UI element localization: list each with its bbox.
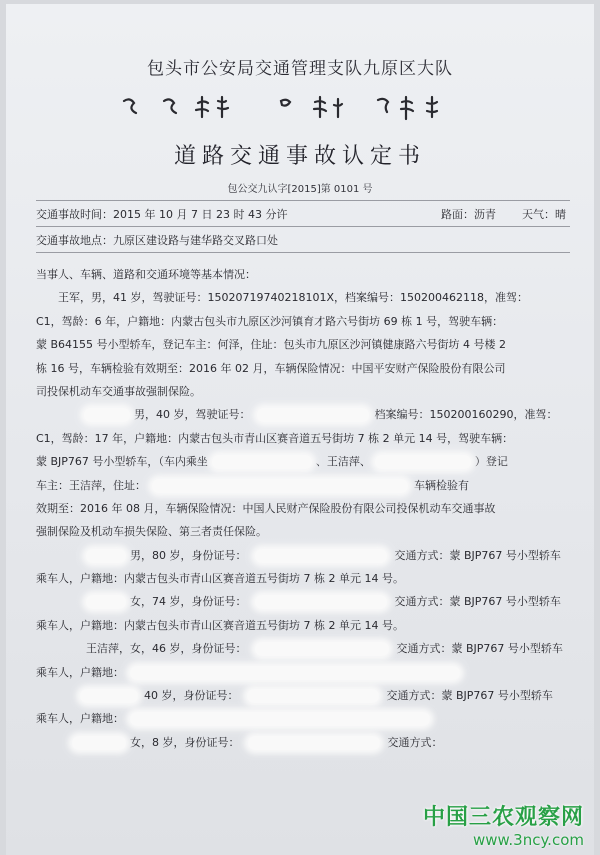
party-2-line: 强制保险及机动车损失保险、第三者责任保险。	[36, 525, 267, 539]
watermark-site-name: 中国三农观察网	[422, 805, 584, 830]
redaction	[80, 689, 138, 703]
passenger-5-line	[36, 731, 570, 754]
redaction	[257, 408, 369, 422]
party-2-line: C1，驾龄：17 年，户籍地：内蒙古包头市青山区赛音道五号街坊 7 栋 2 单元 14 号，驾驶车辆：	[36, 431, 514, 445]
accident-time: 交通事故时间：2015 年 10 月 7 日 23 时 43 分许	[36, 207, 288, 221]
document-header	[6, 54, 594, 195]
passenger-1-line	[36, 544, 570, 567]
party-2-text: 、王洁萍、	[315, 455, 371, 469]
passenger-4-text: 40 岁，身份证号：	[144, 689, 239, 703]
document-title: 道路交通事故认定书	[173, 144, 426, 169]
passenger-2-line: 乘车人，户籍地：内蒙古包头市青山区赛音道五号街坊 7 栋 2 单元 14 号。	[36, 618, 404, 632]
road-surface: 路面：沥青	[441, 207, 496, 221]
passenger-2-text: 女，74 岁，身份证号：	[130, 595, 247, 609]
passenger-4-line	[36, 707, 570, 730]
document-number: 包公交九认字[2015]第 0101 号	[227, 184, 373, 195]
passenger-2-text: 交通方式：蒙 BJP767 号小型轿车	[394, 595, 561, 609]
party-1-line: 司投保机动车交通事故强制保险。	[36, 384, 201, 398]
party-1-line: 栋 16 号，车辆检验有效期至：2016 年 02 月，车辆保险情况：中国平安财产保险股份有限公司	[36, 361, 506, 375]
passenger-4-text: 乘车人，户籍地：	[36, 712, 124, 726]
passenger-5-text: 女，8 岁，身份证号：	[130, 735, 240, 749]
redaction	[86, 549, 126, 563]
accident-place: 交通事故地点：九原区建设路与建华路交叉路口处	[36, 233, 278, 247]
redaction	[212, 455, 312, 469]
passenger-3-text: 交通方式：蒙 BJP767 号小型轿车	[396, 642, 563, 656]
mongolian-agency-name	[6, 93, 594, 121]
passenger-3-line	[36, 661, 570, 684]
watermark-url: www.3ncy.com	[472, 831, 584, 849]
passenger-3-text: 乘车人，户籍地：	[36, 665, 124, 679]
redaction	[72, 736, 126, 750]
redaction	[375, 455, 471, 469]
party-2-line	[36, 474, 570, 497]
redaction	[255, 549, 387, 563]
passenger-1-text: 交通方式：蒙 BJP767 号小型轿车	[394, 548, 561, 562]
party-2-text: 车主：王洁萍，住址：	[36, 478, 146, 492]
passenger-4-text: 交通方式：蒙 BJP767 号小型轿车	[386, 689, 553, 703]
parties-description	[36, 263, 570, 754]
mongolian-script-glyphs	[116, 93, 456, 121]
party-2-text: 车辆检验有	[414, 478, 469, 492]
party-2-text: 蒙 BJP767 号小型轿车，（车内乘坐	[36, 455, 208, 469]
redaction	[255, 642, 389, 656]
passenger-4-line	[36, 684, 570, 707]
accident-info-table	[36, 200, 570, 253]
passenger-3-line	[36, 637, 570, 660]
weather: 天气：晴	[522, 207, 566, 221]
site-watermark	[423, 800, 584, 849]
redaction	[86, 595, 126, 609]
passenger-5-text: 交通方式：	[387, 735, 443, 749]
time-row	[36, 200, 570, 226]
redaction	[130, 712, 430, 726]
accident-report-page	[6, 4, 594, 855]
redaction	[84, 408, 130, 422]
redaction	[152, 479, 408, 493]
redaction	[255, 595, 387, 609]
party-2-line: 效期至：2016 年 08 月，车辆保险情况：中国人民财产保险股份有限公司投保机动车交通事故	[36, 501, 496, 515]
agency-name: 包头市公安局交通管理支队九原区大队	[147, 59, 453, 79]
redaction	[248, 736, 380, 750]
party-2-text: 男，40 岁，驾驶证号：	[134, 408, 251, 422]
redaction	[247, 689, 379, 703]
passenger-1-text: 男，80 岁，身份证号：	[130, 548, 247, 562]
party-2-text: ）登记	[474, 455, 508, 469]
party-1-line: C1，驾龄：6 年，户籍地：内蒙古包头市九原区沙河镇育才路六号街坊 69 栋 1 号，驾驶车辆：	[36, 314, 504, 328]
party-2-text: 档案编号：150200160290，准驾：	[374, 408, 558, 422]
redaction	[130, 666, 460, 680]
passenger-2-line	[36, 590, 570, 613]
party-2-line	[36, 403, 570, 426]
party-1-line: 王军，男，41 岁，驾驶证号：15020719740218101X，档案编号：150200462118，准驾：	[58, 291, 528, 305]
party-2-line	[36, 450, 570, 473]
intro-line: 当事人、车辆、道路和交通环境等基本情况：	[36, 268, 256, 281]
party-1-line: 蒙 B64155 号小型轿车，登记车主：何泽，住址：包头市九原区沙河镇健康路六号街坊 4 号楼 2	[36, 338, 507, 352]
passenger-3-text: 王洁萍，女，46 岁，身份证号：	[86, 642, 247, 656]
place-row	[36, 226, 570, 253]
passenger-1-line: 乘车人，户籍地：内蒙古包头市青山区赛音道五号街坊 7 栋 2 单元 14 号。	[36, 572, 404, 586]
